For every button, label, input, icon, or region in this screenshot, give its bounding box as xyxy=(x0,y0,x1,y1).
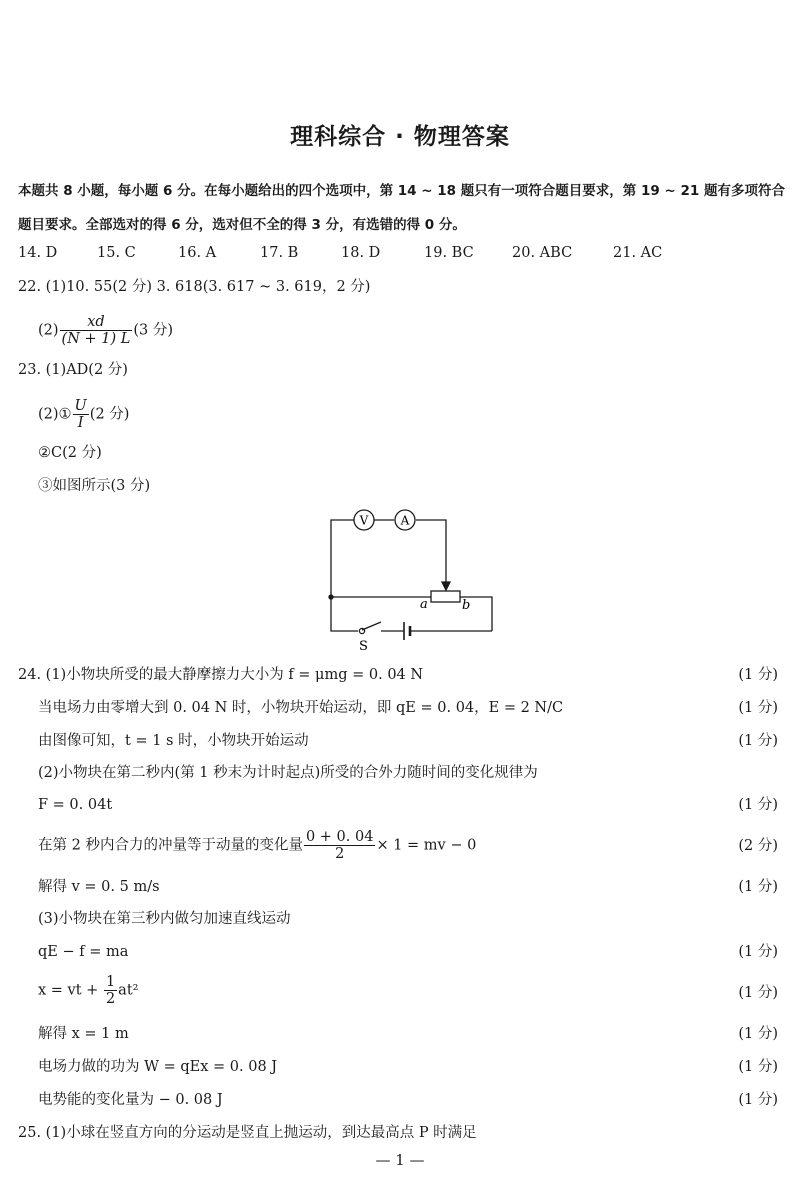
q24-line: 电场力做的功为 W = qEx = 0. 08 J xyxy=(38,1059,278,1075)
circuit-wire xyxy=(331,597,358,631)
q25-line-1: 25. (1)小球在竖直方向的分运动是竖直上抛运动，到达最高点 P 时满足 xyxy=(18,1125,477,1141)
q24-score: (1 分) xyxy=(738,879,778,895)
disp-numerator: 1 xyxy=(105,974,116,990)
mc-answer: 16. A xyxy=(178,245,217,261)
q24-impulse-line xyxy=(38,829,476,862)
rheostat-end-b-label: b xyxy=(462,598,471,613)
q24-line: 24. (1)小物块所受的最大静摩擦力大小为 f = μmg = 0. 04 N xyxy=(18,667,424,683)
mc-answer: 21. AC xyxy=(613,245,663,261)
q24-line: 解得 x = 1 m xyxy=(38,1026,129,1042)
q23-line-3: ②C(2 分) xyxy=(38,445,102,461)
section-intro: 本题共 8 小题，每小题 6 分。在每小题给出的四个选项中，第 14 ~ 18 题只有一项符合题目要求，第 19 ~ 21 题有多项符合题目要求。全部选对的得 6 分，选对但不全的得 3 分，有选错的得 0 分。 xyxy=(18,183,785,233)
q24-score: (1 分) xyxy=(738,944,778,960)
disp-denominator: 2 xyxy=(105,991,116,1007)
impulse-suffix: × 1 = mv − 0 xyxy=(376,837,477,854)
rheostat xyxy=(431,591,460,602)
q22-numerator: xd xyxy=(60,314,133,331)
q24-score: (1 分) xyxy=(738,700,778,716)
junction-dot xyxy=(329,595,333,599)
impulse-prefix: 在第 2 秒内合力的冲量等于动量的变化量 xyxy=(38,837,303,854)
disp-suffix: at² xyxy=(118,982,139,999)
q23-suffix: (2 分) xyxy=(89,406,130,423)
q22-line-1: 22. (1)10. 55(2 分) 3. 618(3. 617 ~ 3. 619，2 分) xyxy=(18,279,371,295)
q24-score: (1 分) xyxy=(738,1059,778,1075)
circuit-wire xyxy=(331,520,354,597)
switch-label: S xyxy=(359,639,368,654)
q24-line: 当电场力由零增大到 0. 04 N 时，小物块开始运动，即 qE = 0. 04，E = 2 N/C xyxy=(38,700,564,716)
mc-answer: 15. C xyxy=(97,245,136,261)
q23-line-1: 23. (1)AD(2 分) xyxy=(18,362,128,378)
q23-line-4: ③如图所示(3 分) xyxy=(38,478,151,494)
q23-numerator: U xyxy=(74,398,87,414)
q24-score: (1 分) xyxy=(738,985,778,1001)
q24-score: (1 分) xyxy=(738,797,778,813)
q22-prefix: (2) xyxy=(38,322,59,339)
impulse-fraction xyxy=(304,829,376,862)
circuit-wire xyxy=(416,520,446,586)
mc-answer: 20. ABC xyxy=(512,245,573,261)
q24-score: (1 分) xyxy=(738,733,778,749)
q24-line: 解得 v = 0. 5 m/s xyxy=(38,879,160,895)
q24-line: (3)小物块在第三秒内做匀加速直线运动 xyxy=(38,911,291,927)
q24-score: (1 分) xyxy=(738,1026,778,1042)
mc-answer: 17. B xyxy=(260,245,299,261)
impulse-denominator: 2 xyxy=(335,846,345,862)
slider-arrow xyxy=(442,582,450,590)
q24-line: 由图像可知，t = 1 s 时，小物块开始运动 xyxy=(38,733,309,749)
q24-score: (1 分) xyxy=(738,667,778,683)
disp-prefix: x = vt + xyxy=(38,982,103,999)
q24-line: 电势能的变化量为 − 0. 08 J xyxy=(38,1092,223,1108)
mc-answer: 18. D xyxy=(341,245,381,261)
q24-score: (1 分) xyxy=(738,1092,778,1108)
impulse-numerator: 0 + 0. 04 xyxy=(305,829,374,845)
q24-displacement-line xyxy=(38,974,138,1007)
q24-line: F = 0. 04t xyxy=(38,797,113,813)
switch-blade xyxy=(362,622,381,630)
q24-line: (2)小物块在第二秒内(第 1 秒末为计时起点)所受的合外力随时间的变化规律为 xyxy=(38,765,538,781)
ammeter-label: A xyxy=(400,513,410,528)
switch-contact xyxy=(359,628,364,633)
rheostat-end-a-label: a xyxy=(420,597,428,612)
q23-prefix: (2)① xyxy=(38,406,72,423)
disp-fraction xyxy=(104,974,117,1007)
mc-answer: 14. D xyxy=(18,245,58,261)
page-title: 理科综合 · 物理答案 xyxy=(290,124,510,150)
voltmeter-label: V xyxy=(359,513,369,528)
mc-answer: 19. BC xyxy=(424,245,474,261)
q22-denominator: (N + 1) L xyxy=(61,331,131,347)
page-number: — 1 — xyxy=(375,1151,425,1169)
q22-suffix: (3 分) xyxy=(133,322,174,339)
q23-denominator: I xyxy=(77,415,84,431)
q24-score: (2 分) xyxy=(738,838,778,854)
q24-line: qE − f = ma xyxy=(38,944,129,960)
